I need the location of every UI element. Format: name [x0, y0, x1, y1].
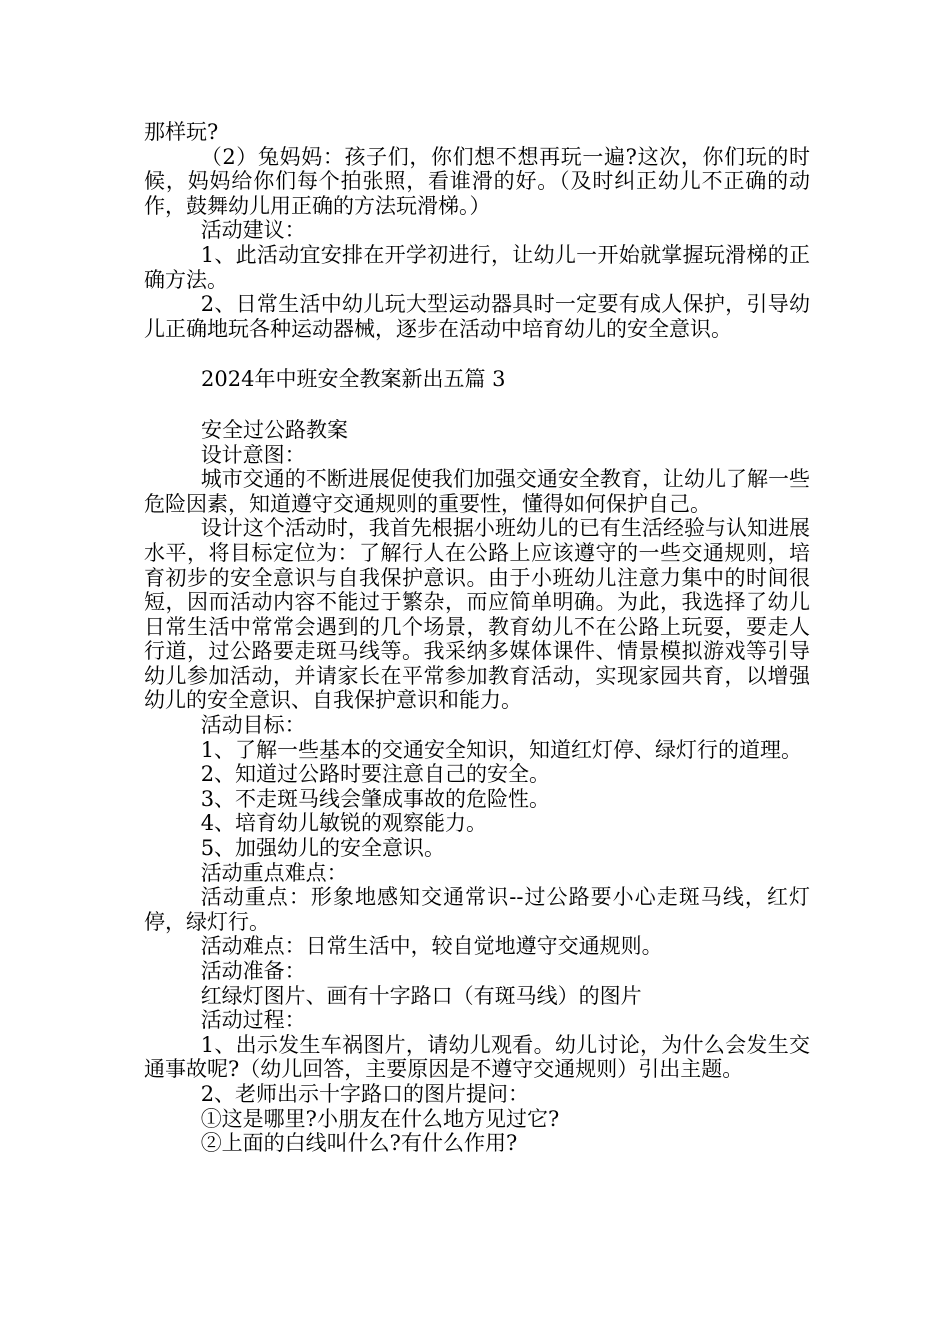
- paragraph: 活动难点：日常生活中，较自觉地遵守交通规则。: [200, 934, 663, 959]
- section-label: 活动目标：: [200, 713, 306, 738]
- section-label: 活动准备：: [200, 959, 306, 983]
- list-item: 2、老师出示十字路口的图片提问：: [200, 1081, 530, 1106]
- list-item: 2、知道过公路时要注意自己的安全。: [200, 762, 551, 787]
- paragraph: 2、日常生活中幼儿玩大型运动器具时一定要有成人保护，引导幼儿正确地玩各种运动器械，逐步在活动中培育幼儿的安全意识。: [144, 292, 810, 341]
- list-item: ②上面的白线叫什么?有什么作用?: [200, 1131, 518, 1156]
- paragraph: 红绿灯图片、画有十字路口（有斑马线）的图片: [200, 983, 642, 1008]
- paragraph: 设计这个活动时，我首先根据小班幼儿的已有生活经验与认知进展水平，将目标定位为：了解行人在公路上应该遵守的一些交通规则，培育初步的安全意识与自我保护意识。由于小班幼儿注意力集中的时间很短，因而活动内容不能过于繁杂，而应简单明确。为此，我选择了幼儿日常生活中常常会遇到的几个场景，教育幼儿不在公路上玩耍，要走人行道，过公路要走斑马线等。我采纳多媒体课件、情景模拟游戏等引导幼儿参加活动，并请家长在平常参加教育活动，实现家园共育，以增强幼儿的安全意识、自我保护意识和能力。: [144, 516, 810, 713]
- list-item: 1、了解一些基本的交通安全知识，知道红灯停、绿灯行的道理。: [200, 737, 803, 762]
- section-heading: 2024年中班安全教案新出五篇 3: [201, 367, 506, 392]
- section-label: 活动重点难点：: [200, 860, 348, 885]
- paragraph: 城市交通的不断进展促使我们加强交通安全教育，让幼儿了解一些危险因素，知道遵守交通规则的重要性，懂得如何保护自己。: [144, 467, 810, 516]
- section-label: 活动过程：: [200, 1008, 306, 1033]
- section-label: 设计意图：: [200, 442, 306, 467]
- section-label: 活动建议：: [200, 218, 306, 243]
- paragraph: 1、此活动宜安排在开学初进行，让幼儿一开始就掌握玩滑梯的正确方法。: [144, 242, 810, 292]
- paragraph: （2）兔妈妈：孩子们，你们想不想再玩一遍?这次，你们玩的时候，妈妈给你们每个拍张照，看谁滑的好。（及时纠正幼儿不正确的动作，鼓舞幼儿用正确的方法玩滑梯。）: [144, 144, 810, 218]
- paragraph: 那样玩?: [144, 120, 219, 144]
- list-item: ①这是哪里?小朋友在什么地方见过它?: [200, 1106, 560, 1131]
- list-item: 3、不走斑马线会肇成事故的危险性。: [200, 786, 551, 811]
- list-item: 5、加强幼儿的安全意识。: [200, 836, 446, 861]
- list-item: 4、培育幼儿敏锐的观察能力。: [200, 811, 488, 836]
- list-item: 1、出示发生车祸图片，请幼儿观看。幼儿讨论，为什么会发生交通事故呢?（幼儿回答，主要原因是不遵守交通规则）引出主题。: [144, 1032, 810, 1082]
- lesson-title: 安全过公路教案: [201, 417, 348, 442]
- paragraph: 活动重点：形象地感知交通常识--过公路要小心走斑马线，红灯停，绿灯行。: [144, 885, 810, 934]
- document-body: [144, 120, 810, 1156]
